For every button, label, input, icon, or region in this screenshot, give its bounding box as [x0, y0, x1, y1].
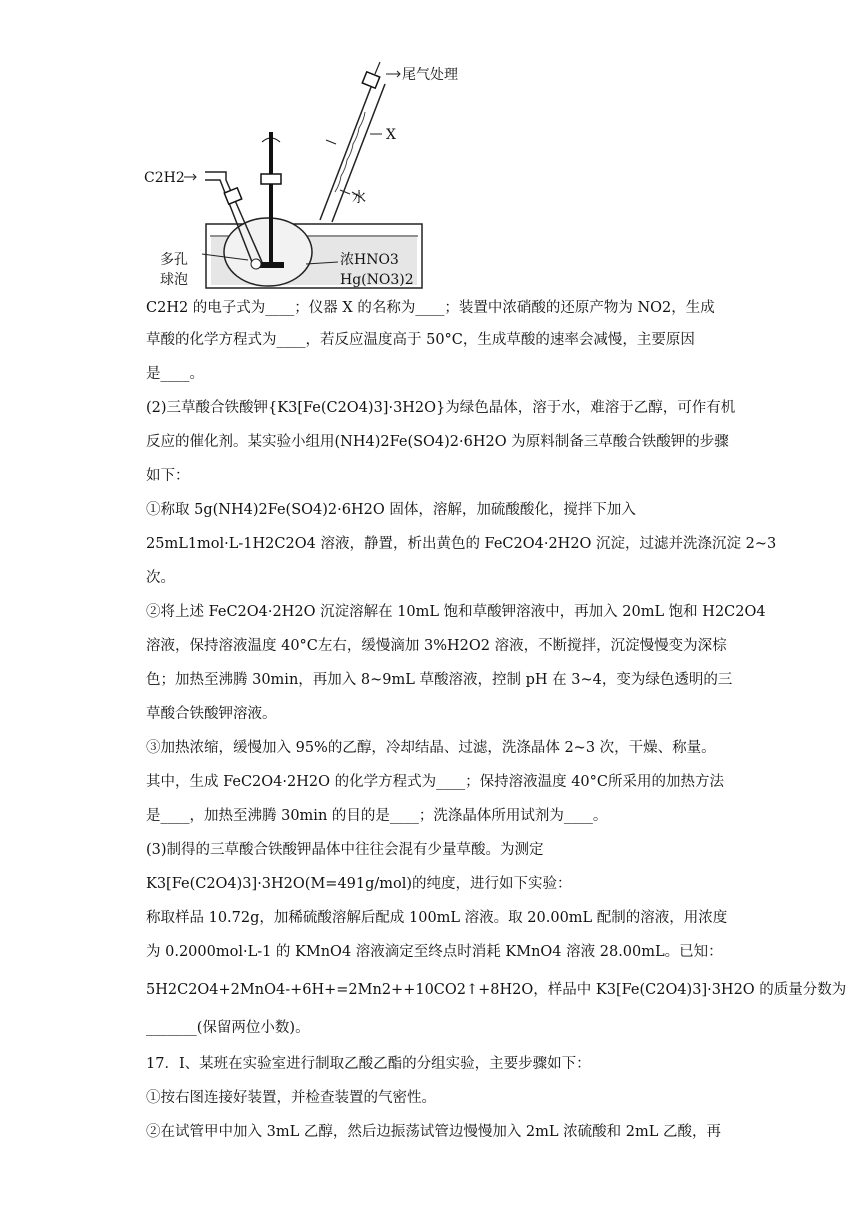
- text-line: 草酸合铁酸钾溶液。: [146, 706, 277, 722]
- label-bubbler-1: 多孔: [160, 252, 188, 268]
- text-line: ②将上述 FeC2O4·2H2O 沉淀溶解在 10mL 饱和草酸钾溶液中，再加入 20mL 饱和 H2C2O4: [146, 604, 766, 620]
- text-line: 5H2C2O4+2MnO4-+6H+=2Mn2++10CO2↑+8H2O，样品中 K3[Fe(C2O4)3]·3H2O 的质量分数为: [146, 982, 847, 998]
- apparatus-figure: [130, 52, 490, 292]
- question-17-title: 17．I、某班在实验室进行制取乙酸乙酯的分组实验，主要步骤如下：: [146, 1056, 591, 1072]
- porous-bubbler-icon: [251, 259, 261, 269]
- text-line: ①按右图连接好装置，并检查装置的气密性。: [146, 1090, 436, 1106]
- text-line: 是____，加热至沸腾 30min 的目的是____；洗涤晶体所用试剂为____。: [146, 808, 608, 824]
- text-line: 草酸的化学方程式为____，若反应温度高于 50°C，生成草酸的速率会减慢，主要原因: [146, 332, 695, 348]
- text-line: 溶液，保持溶液温度 40°C左右，缓慢滴加 3%H2O2 溶液，不断搅拌，沉淀慢慢变为深棕: [146, 638, 727, 654]
- label-x: X: [386, 127, 396, 143]
- label-bubbler-2: 球泡: [160, 272, 188, 288]
- text-line: C2H2 的电子式为____；仪器 X 的名称为____；装置中浓硝酸的还原产物为 NO2，生成: [146, 300, 715, 316]
- text-line: (3)制得的三草酸合铁酸钾晶体中往往会混有少量草酸。为测定: [146, 842, 544, 858]
- text-line: K3[Fe(C2O4)3]·3H2O(M=491g/mol)的纯度，进行如下实验：: [146, 876, 572, 892]
- text-line: 如下：: [146, 468, 190, 484]
- text-line: 为 0.2000mol·L-1 的 KMnO4 溶液滴定至终点时消耗 KMnO4 溶液 28.00mL。已知：: [146, 944, 723, 960]
- text-line: 25mL1mol·L-1H2C2O4 溶液，静置，析出黄色的 FeC2O4·2H2O 沉淀，过滤并洗涤沉淀 2~3: [146, 536, 777, 552]
- label-tail-gas: 尾气处理: [402, 67, 458, 83]
- text-line: 称取样品 10.72g，加稀硫酸溶解后配成 100mL 溶液。取 20.00mL 配制的溶液，用浓度: [146, 910, 728, 926]
- text-line: (2)三草酸合铁酸钾{K3[Fe(C2O4)3]·3H2O}为绿色晶体，溶于水，难溶于乙醇，可作有机: [146, 400, 736, 416]
- text-line: ②在试管甲中加入 3mL 乙醇，然后边振荡试管边慢慢加入 2mL 浓硫酸和 2mL 乙酸，再: [146, 1124, 721, 1140]
- text-line: ③加热浓缩，缓慢加入 95%的乙醇，冷却结晶、过滤，洗涤晶体 2~3 次，干燥、称量。: [146, 740, 716, 756]
- text-line: 色；加热至沸腾 30min，再加入 8~9mL 草酸溶液，控制 pH 在 3~4，变为绿色透明的三: [146, 672, 733, 688]
- apparatus-diagram: [130, 52, 490, 292]
- text-line: _______(保留两位小数)。: [146, 1020, 310, 1036]
- label-reagent-2: Hg(NO3)2: [340, 272, 414, 288]
- text-line: 是____。: [146, 366, 204, 382]
- text-line: 其中，生成 FeC2O4·2H2O 的化学方程式为____；保持溶液温度 40°C所采用的加热方法: [146, 774, 724, 790]
- label-reagent-1: 浓HNO3: [340, 252, 399, 268]
- text-line: 反应的催化剂。某实验小组用(NH4)2Fe(SO4)2·6H2O 为原料制备三草酸合铁酸钾的步骤: [146, 434, 729, 450]
- text-line: 次。: [146, 570, 175, 586]
- label-water: 水: [352, 190, 366, 206]
- flask-icon: [224, 218, 312, 286]
- label-c2h2: C2H2: [144, 170, 185, 186]
- text-line: ①称取 5g(NH4)2Fe(SO4)2·6H2O 固体，溶解，加硫酸酸化，搅拌下加入: [146, 502, 636, 518]
